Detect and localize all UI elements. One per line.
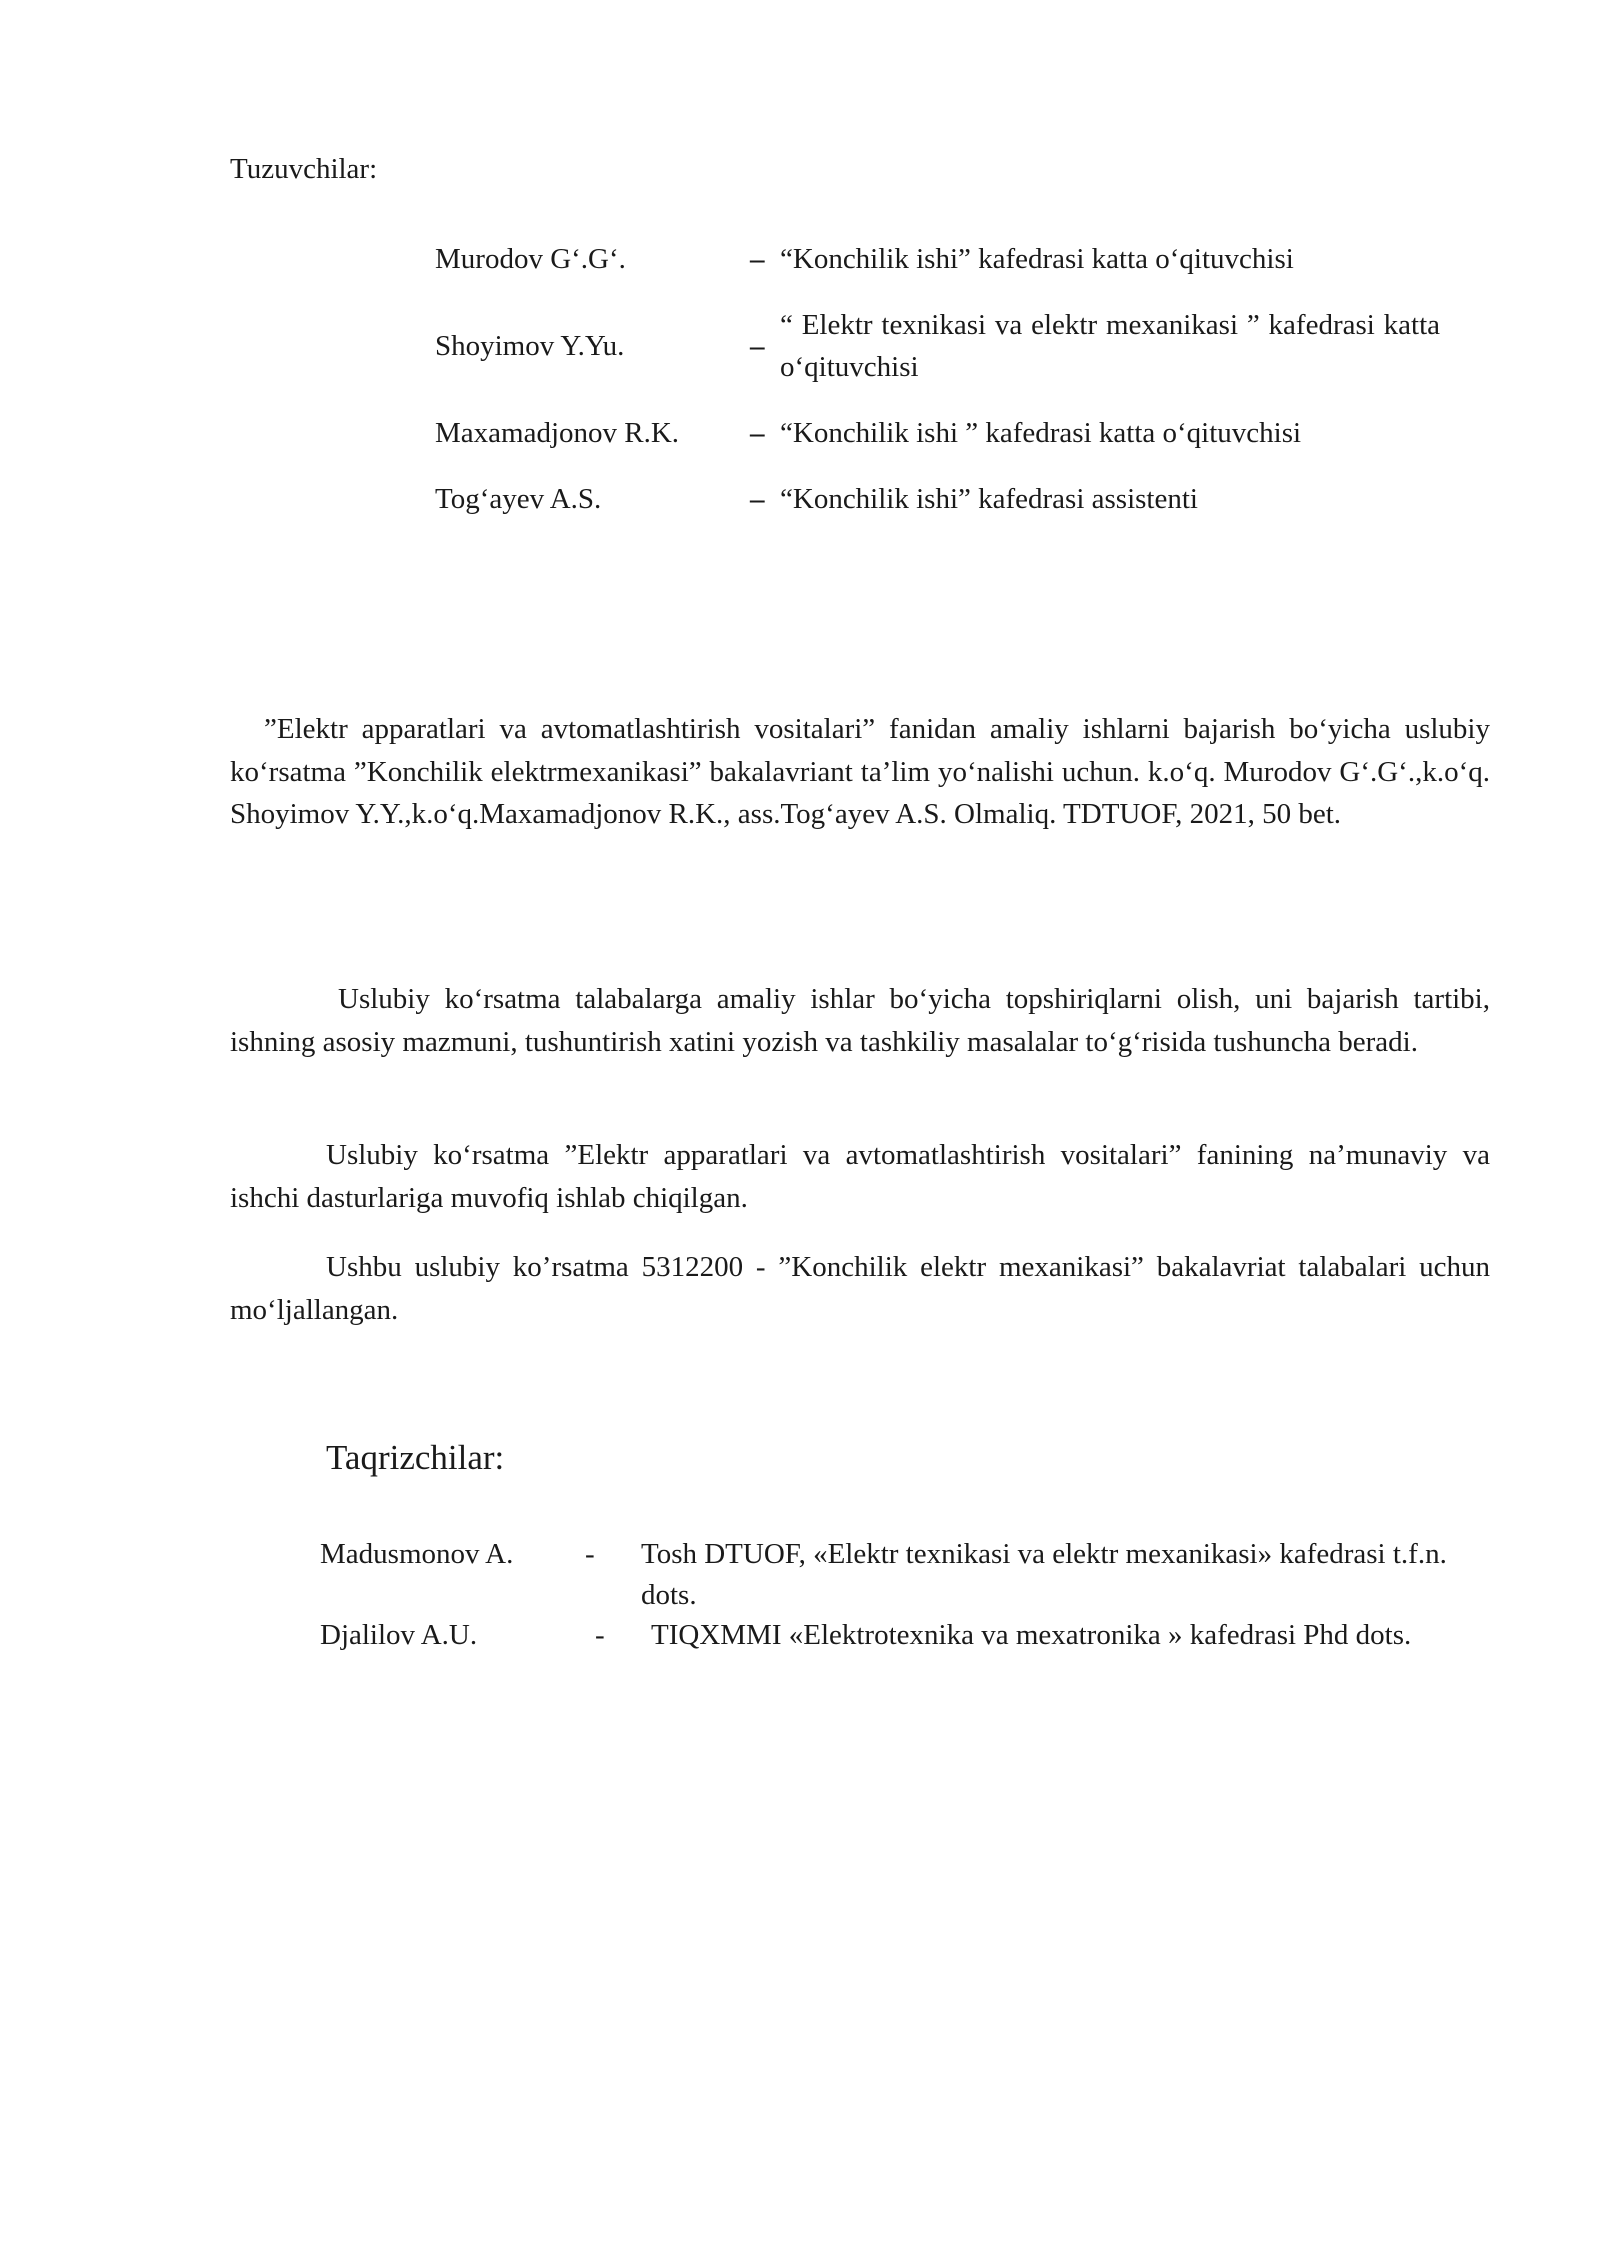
author-role: “ Elektr texnikasi va elektr mexanikasi ” kafedrasi katta o‘qituvchisi (780, 309, 1440, 384)
author-row (435, 412, 1455, 454)
reviewer-role: Tosh DTUOF, «Elektr texnikasi va elektr mexanikasi» kafedrasi t.f.n. dots. (641, 1538, 1447, 1611)
description-paragraph: Uslubiy ko‘rsatma talabalarga amaliy ishlar bo‘yicha topshiriqlarni olish, uni bajarish tartibi, ishning asosiy mazmuni, tushuntirish xatini yozish va tashkiliy masalalar to‘g‘risida tushuncha beradi. (230, 983, 1490, 1058)
reviewer-row (320, 1615, 1480, 1656)
author-name: Maxamadjonov R.K. (435, 417, 680, 450)
authors-list (435, 238, 1455, 544)
reviewer-row (320, 1534, 1480, 1615)
description-paragraph: Ushbu uslubiy ko’rsatma 5312200 - ”Konchilik elektr mexanikasi” bakalavriat talabalari uchun mo‘ljallangan. (230, 1251, 1490, 1326)
reviewer-name: Djalilov A.U. (320, 1619, 478, 1652)
author-role: “Konchilik ishi” kafedrasi katta o‘qituvchisi (780, 243, 1294, 275)
reviewers-list (320, 1534, 1480, 1656)
reviewers-heading: Taqrizchilar: (326, 1438, 505, 1477)
author-role: “Konchilik ishi” kafedrasi assistenti (780, 483, 1198, 516)
author-role: “Konchilik ishi ” kafedrasi katta o‘qituvchisi (780, 417, 1302, 450)
reviewer-name: Madusmonov A. (320, 1538, 514, 1570)
author-name: Shoyimov Y.Yu. (435, 330, 625, 363)
compilers-heading: Tuzuvchilar: (230, 153, 378, 185)
author-name: Murodov G‘.G‘. (435, 243, 626, 275)
annotation-paragraph: ”Elektr apparatlari va avtomatlashtirish vositalari” fanidan amaliy ishlarni bajarish bo‘yicha uslubiy ko‘rsatma ”Konchilik elektrmexanikasi” bakalavriant ta’lim yo‘nalishi uchun. k.o‘q. Murodov G‘.G‘.,k.o‘q. Shoyimov Y.Y.,k.o‘q.Maxamadjonov R.K., ass.Tog‘ayev A.S. Olmaliq. TDTUOF, 2021, 50 bet. (230, 713, 1490, 831)
reviewer-dash: - (595, 1619, 605, 1652)
author-dash: – (750, 483, 765, 516)
description-paragraph: Uslubiy ko‘rsatma ”Elektr apparatlari va avtomatlashtirish vositalari” fanining na’munaviy va ishchi dasturlariga muvofiq ishlab chiqilgan. (230, 1139, 1490, 1214)
author-dash: – (750, 330, 765, 363)
reviewer-dash: - (585, 1538, 595, 1570)
author-name: Tog‘ayev A.S. (435, 483, 602, 516)
author-dash: – (750, 243, 765, 275)
reviewer-role: TIQXMMI «Elektrotexnika va mexatronika » kafedrasi Phd dots. (651, 1619, 1412, 1652)
author-row (435, 238, 1455, 280)
author-row (435, 304, 1455, 388)
author-row (435, 478, 1455, 520)
author-dash: – (750, 417, 765, 450)
